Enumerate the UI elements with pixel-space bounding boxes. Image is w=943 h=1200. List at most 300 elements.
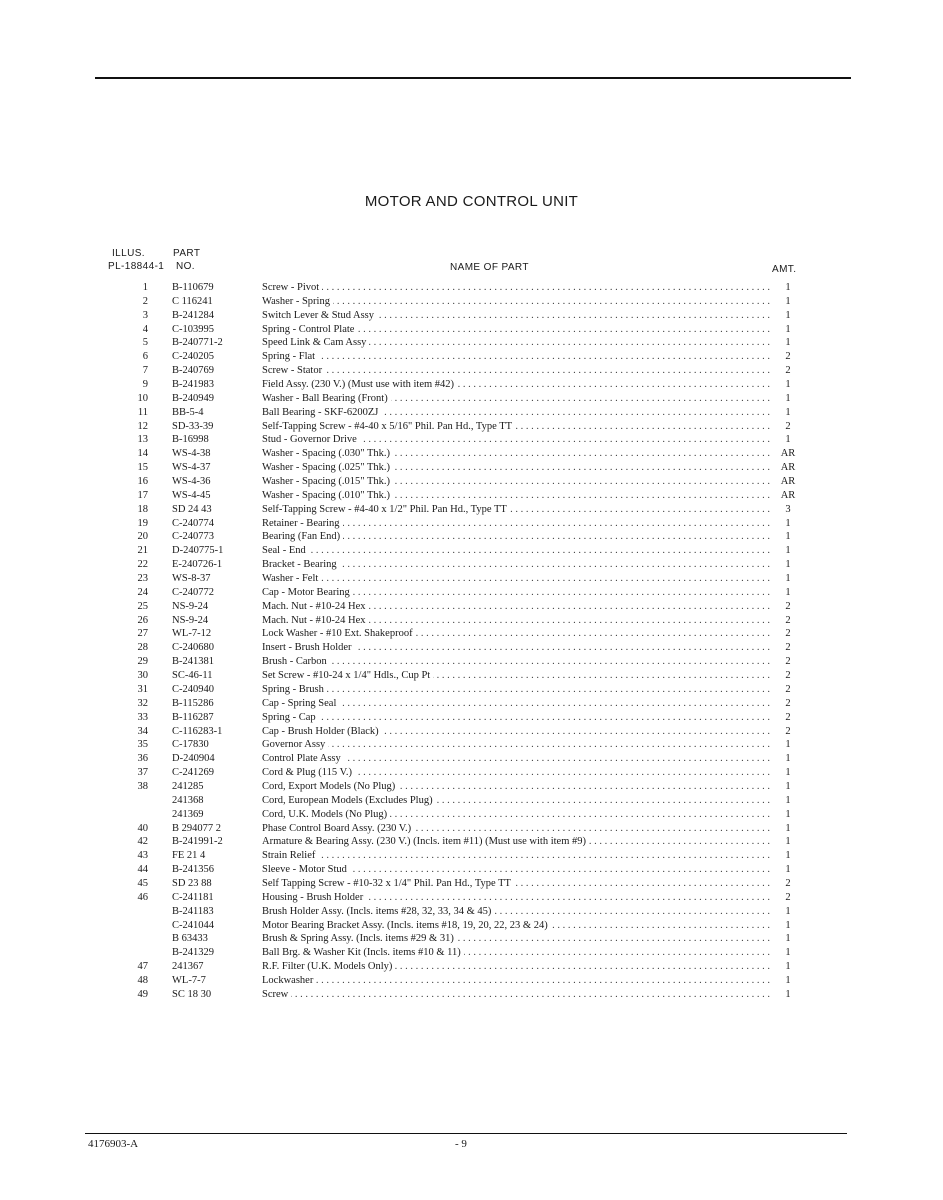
illus-number: 44 xyxy=(137,864,148,876)
table-row xyxy=(100,628,800,642)
part-name: Brush - Carbon xyxy=(262,656,330,667)
illus-number xyxy=(100,795,148,809)
amount: 2 xyxy=(785,683,791,695)
amount: 1 xyxy=(785,434,791,446)
part-number: B 63433 xyxy=(172,933,208,945)
amount: AR xyxy=(780,476,796,488)
part-number: C-240772 xyxy=(172,586,214,598)
part-name-cell xyxy=(262,310,776,324)
part-name: Switch Lever & Stud Assy xyxy=(262,310,377,321)
illus-number xyxy=(100,947,148,961)
part-number: WS-4-38 xyxy=(172,448,211,460)
part-number: WS-4-36 xyxy=(172,476,211,488)
illus-number: 40 xyxy=(137,822,148,834)
part-name: Ball Bearing - SKF-6200ZJ xyxy=(262,407,381,418)
table-row xyxy=(100,615,800,629)
part-name-cell xyxy=(262,407,776,421)
part-number: B-110679 xyxy=(172,282,214,293)
part-name: Lock Washer - #10 Ext. Shakeproof xyxy=(262,628,416,639)
header-illus-1: ILLUS. xyxy=(112,248,145,259)
part-name: Sleeve - Motor Stud xyxy=(262,864,350,875)
illus-number: 15 xyxy=(137,462,148,474)
illus-number: 6 xyxy=(142,351,148,363)
part-name-cell xyxy=(262,656,776,670)
part-name: Armature & Bearing Assy. (230 V.) (Incls. item #11) (Must use with item #9) xyxy=(262,836,589,847)
amount: 1 xyxy=(785,573,791,585)
part-name: Set Screw - #10-24 x 1/4" Hdls., Cup Pt xyxy=(262,670,433,681)
table-row xyxy=(100,795,800,809)
part-number: NS-9-24 xyxy=(172,614,209,626)
part-name: Speed Link & Cam Assy xyxy=(262,337,369,348)
illus-number: 33 xyxy=(137,711,148,723)
part-number: SD 24 43 xyxy=(172,503,212,515)
part-name-cell xyxy=(262,282,776,296)
part-name: Spring - Cap xyxy=(262,712,319,723)
part-name-cell xyxy=(262,933,776,947)
part-name: Bracket - Bearing xyxy=(262,559,340,570)
part-number: B-241183 xyxy=(172,905,214,917)
part-name: Strain Relief xyxy=(262,850,318,861)
amount: 2 xyxy=(785,711,791,723)
part-name: Cord, U.K. Models (No Plug) xyxy=(262,809,390,820)
part-name: Spring - Flat xyxy=(262,351,318,362)
illus-number: 25 xyxy=(137,600,148,612)
header-illus-2: PL-18844-1 xyxy=(108,261,165,272)
part-name: Ball Brg. & Washer Kit (Incls. items #10 & 11) xyxy=(262,947,464,958)
part-name-cell xyxy=(262,573,776,587)
illus-number: 32 xyxy=(137,697,148,709)
part-name: Washer - Spacing (.015" Thk.) xyxy=(262,476,393,487)
illus-number: 14 xyxy=(137,448,148,460)
part-number: SC 18 30 xyxy=(172,988,212,1000)
part-number: C-240773 xyxy=(172,531,214,543)
illus-number: 22 xyxy=(137,559,148,571)
illus-number: 24 xyxy=(137,586,148,598)
part-name-cell xyxy=(262,504,776,518)
part-name-cell xyxy=(262,712,776,726)
table-row xyxy=(100,989,800,1003)
part-number: 241285 xyxy=(172,780,204,792)
part-number: C-241044 xyxy=(172,919,214,931)
illus-number: 16 xyxy=(137,476,148,488)
illus-number: 4 xyxy=(142,323,148,335)
part-name-cell xyxy=(262,809,776,823)
part-name: Bearing (Fan End) xyxy=(262,531,343,542)
part-name-cell xyxy=(262,351,776,365)
table-row xyxy=(100,892,800,906)
part-number: C-240774 xyxy=(172,517,214,529)
illus-number: 2 xyxy=(142,295,148,307)
part-number: FE 21 4 xyxy=(172,850,206,862)
table-row xyxy=(100,434,800,448)
amount: 1 xyxy=(785,337,791,349)
part-name: Mach. Nut - #10-24 Hex xyxy=(262,615,369,626)
part-number: B-241284 xyxy=(172,309,214,321)
amount: 1 xyxy=(785,753,791,765)
illus-number: 3 xyxy=(142,309,148,321)
part-number: WS-8-37 xyxy=(172,573,211,585)
illus-number: 42 xyxy=(137,836,148,848)
part-name: Brush & Spring Assy. (Incls. items #29 & 31) xyxy=(262,933,457,944)
amount: 1 xyxy=(785,531,791,543)
table-row xyxy=(100,365,800,379)
table-row xyxy=(100,670,800,684)
part-name: Screw - Stator xyxy=(262,365,325,376)
table-row xyxy=(100,407,800,421)
table-row xyxy=(100,878,800,892)
table-row xyxy=(100,337,800,351)
illus-number: 49 xyxy=(137,988,148,1000)
illus-number: 27 xyxy=(137,628,148,640)
part-name-cell xyxy=(262,739,776,753)
table-row xyxy=(100,850,800,864)
part-number: C-103995 xyxy=(172,323,214,335)
part-number: C-240680 xyxy=(172,642,214,654)
amount: 1 xyxy=(785,822,791,834)
part-name-cell xyxy=(262,476,776,490)
part-name: Field Assy. (230 V.) (Must use with item #42) xyxy=(262,379,457,390)
illus-number: 5 xyxy=(142,337,148,349)
part-number: C-116283-1 xyxy=(172,725,223,737)
part-name: Washer - Felt xyxy=(262,573,321,584)
part-name-cell xyxy=(262,767,776,781)
part-number: C-241181 xyxy=(172,891,214,903)
part-name: Cord, Export Models (No Plug) xyxy=(262,781,398,792)
part-name: Phase Control Board Assy. (230 V.) xyxy=(262,823,414,834)
table-row xyxy=(100,545,800,559)
amount: 1 xyxy=(785,295,791,307)
table-row xyxy=(100,809,800,823)
amount: 1 xyxy=(785,961,791,973)
bottom-rule xyxy=(85,1133,847,1134)
part-number: C 116241 xyxy=(172,295,213,307)
part-name: Control Plate Assy xyxy=(262,753,344,764)
amount: 1 xyxy=(785,974,791,986)
amount: 2 xyxy=(785,656,791,668)
illus-number: 13 xyxy=(137,434,148,446)
part-name-cell xyxy=(262,531,776,545)
amount: 1 xyxy=(785,739,791,751)
illus-number: 26 xyxy=(137,614,148,626)
page-number: - 9 xyxy=(455,1138,467,1150)
illus-number: 20 xyxy=(137,531,148,543)
table-row xyxy=(100,933,800,947)
illus-number: 43 xyxy=(137,850,148,862)
part-name-cell xyxy=(262,989,776,1003)
table-row xyxy=(100,282,800,296)
amount: 1 xyxy=(785,947,791,959)
amount: 3 xyxy=(785,503,791,515)
part-number: SC-46-11 xyxy=(172,670,213,682)
table-row xyxy=(100,421,800,435)
amount: 2 xyxy=(785,697,791,709)
part-name-cell xyxy=(262,947,776,961)
part-name-cell xyxy=(262,296,776,310)
parts-table xyxy=(100,282,800,1003)
part-number: D-240904 xyxy=(172,753,215,765)
illus-number: 30 xyxy=(137,670,148,682)
amount: 2 xyxy=(785,642,791,654)
part-number: NS-9-24 xyxy=(172,600,209,612)
amount: AR xyxy=(780,462,796,474)
part-name: Cap - Motor Bearing xyxy=(262,587,353,598)
illus-number: 45 xyxy=(137,877,148,889)
part-name: Washer - Spacing (.030" Thk.) xyxy=(262,448,393,459)
part-name: Self Tapping Screw - #10-32 x 1/4" Phil. Pan Hd., Type TT xyxy=(262,878,514,889)
part-number: B-241381 xyxy=(172,656,214,668)
part-number: B-116287 xyxy=(172,711,214,723)
illus-number: 47 xyxy=(137,961,148,973)
amount: 2 xyxy=(785,725,791,737)
illus-number: 29 xyxy=(137,656,148,668)
part-name-cell xyxy=(262,836,776,850)
table-row xyxy=(100,448,800,462)
table-row xyxy=(100,906,800,920)
part-name-cell xyxy=(262,615,776,629)
table-row xyxy=(100,476,800,490)
table-row xyxy=(100,684,800,698)
part-number: B-115286 xyxy=(172,697,214,709)
part-number: B-16998 xyxy=(172,434,209,446)
amount: 2 xyxy=(785,614,791,626)
amount: 1 xyxy=(785,780,791,792)
part-name: Cap - Spring Seal xyxy=(262,698,339,709)
amount: 1 xyxy=(785,767,791,779)
table-row xyxy=(100,601,800,615)
illus-number xyxy=(100,906,148,920)
amount: 1 xyxy=(785,864,791,876)
part-number: B-240771-2 xyxy=(172,337,223,349)
table-row xyxy=(100,573,800,587)
table-row xyxy=(100,767,800,781)
amount: 2 xyxy=(785,670,791,682)
amount: 2 xyxy=(785,600,791,612)
table-row xyxy=(100,712,800,726)
illus-number: 34 xyxy=(137,725,148,737)
illus-number: 11 xyxy=(137,406,148,418)
part-name-cell xyxy=(262,684,776,698)
part-name: R.F. Filter (U.K. Models Only) xyxy=(262,961,395,972)
table-row xyxy=(100,324,800,338)
table-row xyxy=(100,864,800,878)
amount: 2 xyxy=(785,351,791,363)
part-number: B-241991-2 xyxy=(172,836,223,848)
table-row xyxy=(100,642,800,656)
part-name-cell xyxy=(262,379,776,393)
illus-number xyxy=(100,933,148,947)
table-row xyxy=(100,739,800,753)
table-row xyxy=(100,587,800,601)
part-name-cell xyxy=(262,601,776,615)
part-name: Seal - End xyxy=(262,545,309,556)
part-number: 241368 xyxy=(172,794,204,806)
part-name-cell xyxy=(262,892,776,906)
part-name-cell xyxy=(262,975,776,989)
part-name-cell xyxy=(262,698,776,712)
table-row xyxy=(100,296,800,310)
part-name: Governor Assy xyxy=(262,739,328,750)
header-amt: AMT. xyxy=(772,264,797,275)
part-number: WS-4-37 xyxy=(172,462,211,474)
amount: 1 xyxy=(785,808,791,820)
part-name-cell xyxy=(262,850,776,864)
part-number: E-240726-1 xyxy=(172,559,223,571)
part-name-cell xyxy=(262,462,776,476)
illus-number: 38 xyxy=(137,780,148,792)
part-number: B-241356 xyxy=(172,864,214,876)
part-name: Cord & Plug (115 V.) xyxy=(262,767,355,778)
amount: 1 xyxy=(785,586,791,598)
illus-number: 37 xyxy=(137,767,148,779)
amount: 1 xyxy=(785,794,791,806)
table-row xyxy=(100,947,800,961)
illus-number: 35 xyxy=(137,739,148,751)
part-name: Motor Bearing Bracket Assy. (Incls. items #18, 19, 20, 22, 23 & 24) xyxy=(262,920,551,931)
illus-number: 28 xyxy=(137,642,148,654)
part-number: WS-4-45 xyxy=(172,489,211,501)
part-number: 241369 xyxy=(172,808,204,820)
part-name-cell xyxy=(262,337,776,351)
header-name: NAME OF PART xyxy=(450,262,529,273)
table-row xyxy=(100,531,800,545)
table-row xyxy=(100,518,800,532)
illus-number: 31 xyxy=(137,683,148,695)
table-row xyxy=(100,698,800,712)
part-name-cell xyxy=(262,587,776,601)
illus-number: 21 xyxy=(137,545,148,557)
part-number: B-240949 xyxy=(172,392,214,404)
part-number: D-240775-1 xyxy=(172,545,224,557)
part-number: B-240769 xyxy=(172,365,214,377)
part-name: Housing - Brush Holder xyxy=(262,892,366,903)
illus-number: 1 xyxy=(142,282,148,293)
part-name: Self-Tapping Screw - #4-40 x 5/16" Phil. Pan Hd., Type TT xyxy=(262,421,515,432)
amount: AR xyxy=(780,448,796,460)
table-row xyxy=(100,920,800,934)
part-name-cell xyxy=(262,670,776,684)
amount: 1 xyxy=(785,545,791,557)
table-row xyxy=(100,656,800,670)
amount: 1 xyxy=(785,905,791,917)
amount: 1 xyxy=(785,379,791,391)
part-number: C-240205 xyxy=(172,351,214,363)
table-row xyxy=(100,504,800,518)
amount: 1 xyxy=(785,517,791,529)
part-name: Cap - Brush Holder (Black) xyxy=(262,726,382,737)
illus-number: 7 xyxy=(142,365,148,377)
part-name-cell xyxy=(262,365,776,379)
illus-number: 9 xyxy=(142,379,148,391)
part-name: Washer - Spacing (.025" Thk.) xyxy=(262,462,393,473)
part-name-cell xyxy=(262,753,776,767)
part-name-cell xyxy=(262,864,776,878)
header-part-2: NO. xyxy=(176,261,195,272)
table-row xyxy=(100,559,800,573)
part-name: Spring - Control Plate xyxy=(262,324,357,335)
table-row xyxy=(100,836,800,850)
amount: 1 xyxy=(785,559,791,571)
amount: 1 xyxy=(785,919,791,931)
part-name-cell xyxy=(262,324,776,338)
part-number: C-17830 xyxy=(172,739,209,751)
amount: 1 xyxy=(785,392,791,404)
part-name-cell xyxy=(262,545,776,559)
part-name-cell xyxy=(262,628,776,642)
part-number: C-240940 xyxy=(172,683,214,695)
part-number: B-241983 xyxy=(172,379,214,391)
table-row xyxy=(100,379,800,393)
part-name: Washer - Spring xyxy=(262,296,333,307)
part-number: WL-7-7 xyxy=(172,974,206,986)
part-name-cell xyxy=(262,906,776,920)
top-rule xyxy=(95,77,851,79)
part-name-cell xyxy=(262,961,776,975)
part-name: Lockwasher xyxy=(262,975,316,986)
table-row xyxy=(100,753,800,767)
amount: 2 xyxy=(785,891,791,903)
part-name-cell xyxy=(262,642,776,656)
amount: 2 xyxy=(785,628,791,640)
illus-number: 36 xyxy=(137,753,148,765)
amount: 1 xyxy=(785,309,791,321)
amount: 1 xyxy=(785,850,791,862)
table-row xyxy=(100,781,800,795)
amount: 2 xyxy=(785,877,791,889)
part-name: Mach. Nut - #10-24 Hex xyxy=(262,601,369,612)
part-name: Screw xyxy=(262,989,291,1000)
part-name: Insert - Brush Holder xyxy=(262,642,355,653)
part-name-cell xyxy=(262,726,776,740)
table-row xyxy=(100,351,800,365)
illus-number: 17 xyxy=(137,489,148,501)
illus-number: 23 xyxy=(137,573,148,585)
part-name-cell xyxy=(262,421,776,435)
part-name: Screw - Pivot xyxy=(262,282,322,293)
table-row xyxy=(100,823,800,837)
part-name: Self-Tapping Screw - #4-40 x 1/2" Phil. Pan Hd., Type TT xyxy=(262,504,510,515)
part-name: Washer - Spacing (.010" Thk.) xyxy=(262,490,393,501)
part-number: SD-33-39 xyxy=(172,420,214,432)
table-row xyxy=(100,462,800,476)
part-number: BB-5-4 xyxy=(172,406,204,418)
illus-number: 46 xyxy=(137,891,148,903)
illus-number: 10 xyxy=(137,392,148,404)
part-number: C-241269 xyxy=(172,767,214,779)
part-number: 241367 xyxy=(172,961,204,973)
table-row xyxy=(100,310,800,324)
part-name-cell xyxy=(262,795,776,809)
amount: 1 xyxy=(785,282,791,293)
illus-number xyxy=(100,920,148,934)
part-number: B 294077 2 xyxy=(172,822,222,834)
amount: AR xyxy=(780,489,796,501)
document-number: 4176903-A xyxy=(88,1138,139,1150)
illus-number: 19 xyxy=(137,517,148,529)
amount: 1 xyxy=(785,933,791,945)
part-name: Washer - Ball Bearing (Front) xyxy=(262,393,391,404)
part-name-cell xyxy=(262,393,776,407)
amount: 1 xyxy=(785,323,791,335)
illus-number xyxy=(100,809,148,823)
part-number: B-241329 xyxy=(172,947,214,959)
part-name: Brush Holder Assy. (Incls. items #28, 32, 33, 34 & 45) xyxy=(262,906,494,917)
table-row xyxy=(100,961,800,975)
table-row xyxy=(100,490,800,504)
part-name-cell xyxy=(262,878,776,892)
part-name: Cord, European Models (Excludes Plug) xyxy=(262,795,436,806)
page-title: MOTOR AND CONTROL UNIT xyxy=(364,193,579,210)
amount: 1 xyxy=(785,406,791,418)
